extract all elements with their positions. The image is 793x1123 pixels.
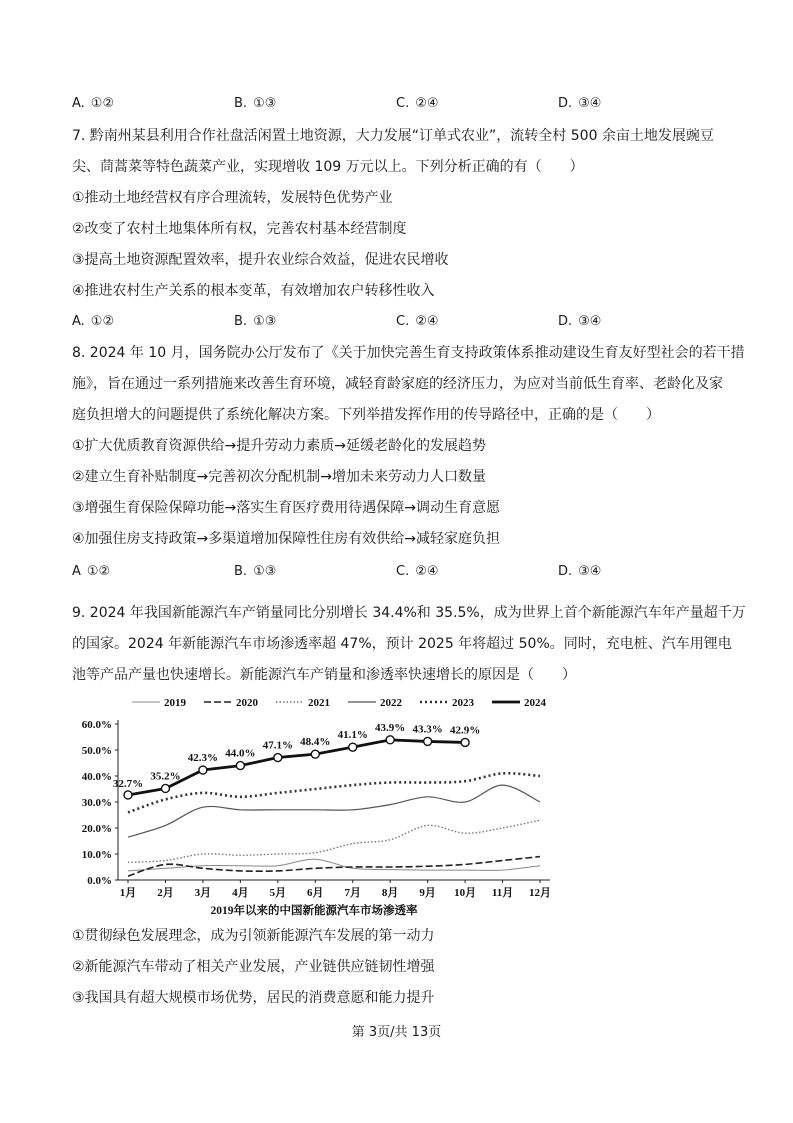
data-point-2024	[124, 791, 132, 799]
data-label-2024: 42.9%	[449, 724, 481, 737]
x-tick-label: 8月	[381, 887, 399, 899]
q8-option-d: D. ③④	[558, 564, 602, 579]
x-tick-label: 12月	[529, 887, 551, 899]
q8-options	[72, 564, 732, 580]
q6-options	[72, 96, 732, 112]
q7-item: ③提高土地资源配置效率，提升农业综合效益，促进农民增收	[72, 252, 449, 268]
data-label-2024: 43.3%	[412, 723, 443, 736]
legend-label-2023: 2023	[452, 697, 474, 709]
x-tick-label: 2月	[157, 887, 174, 899]
data-label-2024: 47.1%	[262, 739, 293, 752]
q8-item: ②建立生育补贴制度→完善初次分配机制→增加未来劳动力人口数量	[72, 469, 487, 485]
legend-label-2020: 2020	[236, 697, 258, 709]
q6-option-b: B. ①③	[234, 96, 277, 111]
q7-option-c: C. ②④	[396, 314, 439, 329]
q8-item: ④加强住房支持政策→多渠道增加保障性住房有效供给→减轻家庭负担	[72, 531, 501, 547]
x-tick-label: 11月	[491, 887, 514, 899]
data-point-2024	[424, 737, 432, 745]
series-line-2022	[128, 785, 540, 837]
data-label-2024: 48.4%	[300, 736, 331, 749]
q8-stem-line: 8. 2024 年 10 月，国务院办公厅发布了《关于加快完善生育支持政策体系推动建设生育友好型社会的若干措	[72, 345, 745, 361]
data-point-2024	[236, 762, 244, 770]
y-tick-label: 30.0%	[81, 797, 112, 809]
data-point-2024	[199, 766, 207, 774]
q6-option-c: C. ②④	[396, 96, 439, 111]
data-point-2024	[386, 736, 394, 744]
data-label-2024: 42.3%	[187, 752, 219, 765]
q8-stem-line: 施》，旨在通过一系列措施来改善生育环境，减轻育龄家庭的经济压力，为应对当前低生育率、老龄化及家	[72, 376, 723, 392]
data-point-2024	[161, 784, 169, 792]
chart-title: 2019年以来的中国新能源汽车市场渗透率	[210, 905, 418, 917]
series-line-2024	[128, 740, 465, 795]
y-tick-label: 60.0%	[81, 719, 112, 731]
x-tick-label: 10月	[454, 887, 477, 899]
q7-item: ②改变了农村土地集体所有权，完善农村基本经营制度	[72, 221, 407, 237]
x-tick-label: 7月	[344, 887, 361, 899]
x-tick-label: 9月	[419, 887, 436, 899]
q9-stem-line: 的国家。2024 年新能源汽车市场渗透率超 47%，预计 2025 年将超过 50%。同时，充电桩、汽车用锂电	[72, 636, 732, 652]
line-chart-svg	[72, 692, 562, 922]
q8-option-a: A ①②	[72, 564, 111, 579]
q7-item: ④推进农村生产关系的根本变革，有效增加农户转移性收入	[72, 283, 435, 299]
penetration-rate-chart	[72, 692, 562, 922]
q8-item: ③增强生育保险保障功能→落实生育医疗费用待遇保障→调动生育意愿	[72, 500, 501, 516]
data-label-2024: 35.2%	[150, 770, 181, 783]
q9-item: ②新能源汽车带动了相关产业发展，产业链供应链韧性增强	[72, 959, 435, 975]
q9-stem-line: 池等产品产量也快速增长。新能源汽车产销量和渗透率快速增长的原因是（ ）	[72, 667, 576, 683]
data-label-2024: 43.9%	[375, 721, 406, 734]
q9-item: ③我国具有超大规模市场优势，居民的消费意愿和能力提升	[72, 990, 435, 1006]
data-point-2024	[311, 750, 319, 758]
q7-stem-line: 尖、茼蒿菜等特色蔬菜产业，实现增收 109 万元以上。下列分析正确的有（ ）	[72, 159, 584, 175]
page-footer: 第 3页/共 13页	[351, 1025, 442, 1040]
legend-label-2022: 2022	[380, 697, 402, 709]
data-point-2024	[274, 754, 282, 762]
x-tick-label: 5月	[269, 887, 287, 899]
x-tick-label: 3月	[194, 887, 212, 899]
series-line-2021	[128, 820, 540, 862]
q9-stem-line: 9. 2024 年我国新能源汽车产销量同比分别增长 34.4%和 35.5%，成为世界上首个新能源汽车年产量超千万	[72, 605, 746, 621]
q7-item: ①推动土地经营权有序合理流转，发展特色优势产业	[72, 190, 393, 206]
data-label-2024: 41.1%	[337, 729, 368, 742]
q8-option-b: B. ①③	[234, 564, 277, 579]
y-tick-label: 10.0%	[81, 849, 112, 861]
y-tick-label: 20.0%	[81, 823, 112, 835]
y-tick-label: 0.0%	[87, 875, 112, 887]
q9-item: ①贯彻绿色发展理念，成为引领新能源汽车发展的第一动力	[72, 928, 435, 944]
x-tick-label: 6月	[307, 887, 324, 899]
series-line-2023	[128, 773, 540, 812]
y-tick-label: 50.0%	[81, 745, 112, 757]
q7-stem-line: 7. 黔南州某县利用合作社盘活闲置土地资源，大力发展“订单式农业”，流转全村 500 余亩土地发展豌豆	[72, 128, 714, 144]
q6-option-d: D. ③④	[558, 96, 602, 111]
legend-label-2021: 2021	[308, 697, 330, 709]
data-label-2024: 32.7%	[112, 777, 144, 790]
q7-option-b: B. ①③	[234, 314, 277, 329]
x-tick-label: 1月	[119, 887, 137, 899]
q7-option-d: D. ③④	[558, 314, 602, 329]
q8-stem-line: 庭负担增大的问题提供了系统化解决方案。下列举措发挥作用的传导路径中，正确的是（ ）	[72, 407, 660, 423]
q8-option-c: C. ②④	[396, 564, 439, 579]
q7-option-a: A. ①②	[72, 314, 115, 329]
series-line-2019	[128, 859, 540, 871]
q7-options	[72, 314, 732, 330]
legend-label-2024: 2024	[524, 697, 546, 709]
y-tick-label: 40.0%	[81, 771, 112, 783]
x-tick-label: 4月	[232, 887, 249, 899]
legend-label-2019: 2019	[164, 697, 186, 709]
data-point-2024	[461, 738, 469, 746]
q8-item: ①扩大优质教育资源供给→提升劳动力素质→延缓老龄化的发展趋势	[72, 438, 487, 454]
series-line-2020	[128, 857, 540, 877]
data-point-2024	[349, 743, 357, 751]
q6-option-a: A. ①②	[72, 96, 115, 111]
data-label-2024: 44.0%	[225, 747, 256, 760]
